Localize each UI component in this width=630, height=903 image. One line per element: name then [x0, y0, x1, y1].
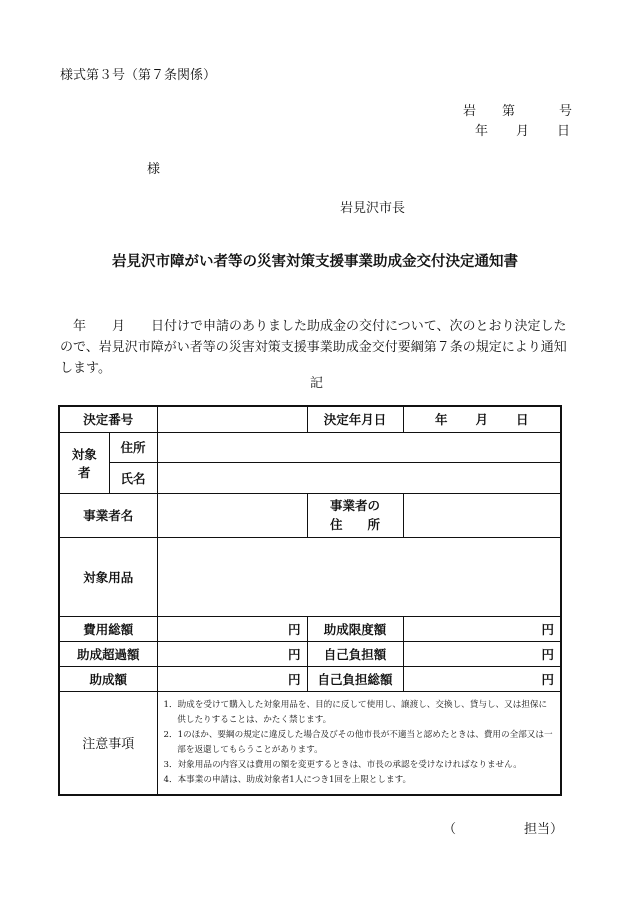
grant-label: 助成額	[59, 666, 157, 691]
business-address-label	[307, 493, 403, 537]
business-name-value	[157, 493, 307, 537]
body-text: 年 月 日付けで申請のありました助成金の交付について、次のとおり決定したので、岩見沢市障がい者等の災害対策支援事業助成金交付要綱第７条の規定により通知します。	[60, 319, 567, 376]
decision-number-label: 決定番号	[59, 406, 157, 432]
decision-year: 年	[434, 412, 448, 428]
grant-yen: 円	[157, 666, 307, 691]
total-cost-yen: 円	[157, 616, 307, 641]
row-excess	[59, 641, 561, 666]
form-number: 様式第３号（第７条関係）	[60, 68, 217, 83]
excess-yen: 円	[157, 641, 307, 666]
address-label: 住所	[109, 432, 157, 462]
business-address-label-line1: 事業者の	[330, 498, 381, 513]
decision-month: 月	[475, 412, 489, 428]
doc-no-prefix: 岩	[463, 104, 477, 119]
items-label: 対象用品	[59, 537, 157, 616]
self-pay-total-yen: 円	[403, 666, 561, 691]
issue-day: 日	[557, 124, 571, 139]
decision-table	[58, 405, 562, 796]
note-item: 1．助成を受けて購入した対象用品を、目的に反して使用し、譲渡し、交換し、貸与し、又は担保に供したりすることは、かたく禁じます。	[163, 699, 548, 725]
total-cost-label: 費用総額	[59, 616, 157, 641]
name-label: 氏名	[109, 462, 157, 493]
document-title: 岩見沢市障がい者等の災害対策支援事業助成金交付決定通知書	[112, 254, 518, 270]
notes-label: 注意事項	[59, 691, 157, 795]
business-address-label-line2: 住 所	[330, 517, 381, 532]
tanto-label	[443, 818, 563, 837]
decision-day: 日	[516, 412, 529, 428]
row-cost	[59, 616, 561, 641]
row-address	[59, 432, 561, 462]
self-pay-label: 自己負担額	[307, 641, 403, 666]
row-grant	[59, 666, 561, 691]
tanto-text: 担当）	[524, 822, 564, 837]
business-address-value	[403, 493, 561, 537]
items-value	[157, 537, 561, 616]
tanto-open-paren: （	[443, 822, 457, 837]
decision-number-value	[157, 406, 307, 432]
doc-no-mid: 第	[502, 104, 516, 119]
note-item: 4．本事業の申請は、助成対象者1人につき1回を上限とします。	[163, 774, 412, 785]
self-pay-total-label: 自己負担総額	[307, 666, 403, 691]
business-name-label: 事業者名	[59, 493, 157, 537]
issue-month: 月	[516, 124, 530, 139]
name-value	[157, 462, 561, 493]
limit-label: 助成限度額	[307, 616, 403, 641]
note-item: 3．対象用品の内容又は費用の額を変更するときは、市長の承認を受けなければなりません。	[163, 759, 522, 770]
issuer-mayor: 岩見沢市長	[340, 201, 406, 216]
self-pay-yen: 円	[403, 641, 561, 666]
row-notes	[59, 691, 561, 795]
row-items	[59, 537, 561, 616]
issue-year: 年	[475, 124, 489, 139]
row-business	[59, 493, 561, 537]
decision-date-label: 決定年月日	[307, 406, 403, 432]
ki-label: 記	[310, 376, 324, 391]
excess-label: 助成超過額	[59, 641, 157, 666]
decision-date-value	[403, 406, 561, 432]
row-decision	[59, 406, 561, 432]
issue-date	[475, 120, 570, 139]
address-value	[157, 432, 561, 462]
notes-list	[157, 691, 561, 795]
subject-label: 対象者	[59, 432, 109, 493]
document-number	[463, 100, 572, 119]
addressee-sama: 様	[147, 162, 161, 177]
doc-no-suffix: 号	[559, 104, 573, 119]
note-item: 2．1のほか、要綱の規定に違反した場合及びその他市長が不適当と認めたときは、費用の全部又は一部を返還してもらうことがあります。	[163, 729, 553, 755]
row-name	[59, 462, 561, 493]
limit-yen: 円	[403, 616, 561, 641]
